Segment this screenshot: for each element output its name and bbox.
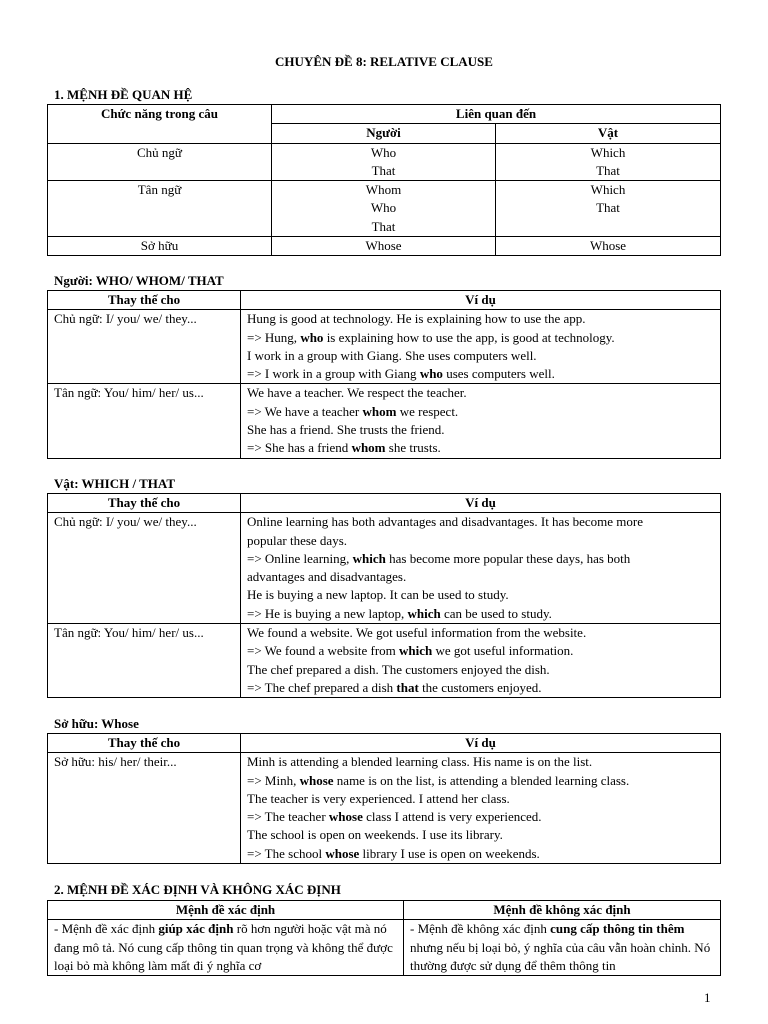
example-line: popular these days.	[247, 532, 348, 548]
person-cell: Whom Who That	[272, 181, 496, 237]
example-line: advantages and disadvantages.	[247, 569, 407, 585]
example-line: => The chef prepared a dish that the customers enjoyed.	[247, 679, 542, 695]
function-cell: Chủ ngữ	[48, 143, 272, 181]
col-thing-header: Vật	[496, 124, 721, 143]
col-example-header: Ví dụ	[241, 494, 721, 513]
possessive-table	[47, 733, 721, 864]
replace-cell: Chủ ngữ: I/ you/ we/ they...	[48, 310, 241, 384]
example-line: => She has a friend whom she trusts.	[247, 440, 441, 456]
table-row	[48, 513, 721, 624]
thing-cell: Whose	[496, 237, 721, 256]
person-cell: Who That	[272, 143, 496, 181]
col-replace-header: Thay thế cho	[48, 734, 241, 753]
section-2-heading: 2. MỆNH ĐỀ XÁC ĐỊNH VÀ KHÔNG XÁC ĐỊNH	[54, 882, 341, 897]
thing-cell: Which That	[496, 143, 721, 181]
example-line: We found a website. We got useful information from the website.	[247, 625, 587, 641]
example-line: The school is open on weekends. I use its library.	[247, 827, 503, 843]
example-line: I work in a group with Giang. She uses computers well.	[247, 347, 537, 363]
things-heading: Vật: WHICH / THAT	[54, 476, 175, 491]
replace-cell: Sở hữu: his/ her/ their...	[48, 753, 241, 864]
relative-pronoun-table	[47, 104, 721, 256]
example-line: The chef prepared a dish. The customers enjoyed the dish.	[247, 661, 550, 677]
people-table	[47, 290, 721, 459]
example-line: => We found a website from which we got useful information.	[247, 643, 574, 659]
nondefining-cell: - Mệnh đề không xác định cung cấp thông tin thêm nhưng nếu bị loại bỏ, ý nghĩa của câu vẫn hoàn chỉnh. Nó thường được sử dụng để thêm thông tin	[404, 920, 721, 976]
section-1-heading: 1. MỆNH ĐỀ QUAN HỆ	[54, 87, 193, 102]
example-line: => Minh, whose name is on the list, is attending a blended learning class.	[247, 772, 630, 788]
example-cell	[241, 384, 721, 458]
example-line: => I work in a group with Giang who uses computers well.	[247, 366, 555, 382]
col-replace-header: Thay thế cho	[48, 494, 241, 513]
people-heading: Người: WHO/ WHOM/ THAT	[54, 273, 224, 288]
function-cell: Sở hữu	[48, 237, 272, 256]
things-table	[47, 493, 721, 698]
table-row	[48, 310, 721, 384]
example-line: She has a friend. She trusts the friend.	[247, 422, 445, 438]
page-number: 1	[704, 990, 711, 1005]
example-line: => He is buying a new laptop, which can be used to study.	[247, 605, 552, 621]
example-line: Online learning has both advantages and disadvantages. It has become more	[247, 514, 644, 530]
col-example-header: Ví dụ	[241, 291, 721, 310]
table-row	[48, 181, 721, 237]
example-line: => Online learning, which has become more popular these days, has both	[247, 550, 631, 566]
example-line: We have a teacher. We respect the teacher.	[247, 385, 467, 401]
example-line: => The school whose library I use is open on weekends.	[247, 845, 540, 861]
replace-cell: Tân ngữ: You/ him/ her/ us...	[48, 384, 241, 458]
col-example-header: Ví dụ	[241, 734, 721, 753]
col-nondefining-header: Mệnh đề không xác định	[404, 901, 721, 920]
possessive-heading: Sở hữu: Whose	[54, 716, 139, 731]
col-related-header: Liên quan đến	[272, 105, 721, 124]
example-line: Minh is attending a blended learning class. His name is on the list.	[247, 754, 593, 770]
table-row	[48, 143, 721, 181]
col-person-header: Người	[272, 124, 496, 143]
defining-cell: - Mệnh đề xác định giúp xác định rõ hơn người hoặc vật mà nó đang mô tả. Nó cung cấp thông tin quan trọng và không thể được loại bỏ mà không làm mất đi ý nghĩa cơ	[48, 920, 404, 976]
table-row	[48, 753, 721, 864]
example-cell	[241, 753, 721, 864]
example-line: He is buying a new laptop. It can be used to study.	[247, 587, 509, 603]
table-row	[48, 237, 721, 256]
page-title: CHUYÊN ĐỀ 8: RELATIVE CLAUSE	[275, 54, 493, 69]
defining-table	[47, 900, 721, 976]
person-cell: Whose	[272, 237, 496, 256]
replace-cell: Chủ ngữ: I/ you/ we/ they...	[48, 513, 241, 624]
example-line: => We have a teacher whom we respect.	[247, 403, 459, 419]
example-line: => The teacher whose class I attend is very experienced.	[247, 809, 542, 825]
table-row	[48, 920, 721, 976]
table-row	[48, 384, 721, 458]
col-defining-header: Mệnh đề xác định	[48, 901, 404, 920]
example-cell	[241, 513, 721, 624]
example-line: Hung is good at technology. He is explaining how to use the app.	[247, 311, 586, 327]
table-row	[48, 624, 721, 698]
example-cell	[241, 624, 721, 698]
example-cell	[241, 310, 721, 384]
example-line: The teacher is very experienced. I attend her class.	[247, 790, 510, 806]
col-function-header: Chức năng trong câu	[48, 105, 272, 144]
example-line: => Hung, who is explaining how to use the app, is good at technology.	[247, 329, 615, 345]
col-replace-header: Thay thế cho	[48, 291, 241, 310]
replace-cell: Tân ngữ: You/ him/ her/ us...	[48, 624, 241, 698]
thing-cell: Which That	[496, 181, 721, 237]
function-cell: Tân ngữ	[48, 181, 272, 237]
